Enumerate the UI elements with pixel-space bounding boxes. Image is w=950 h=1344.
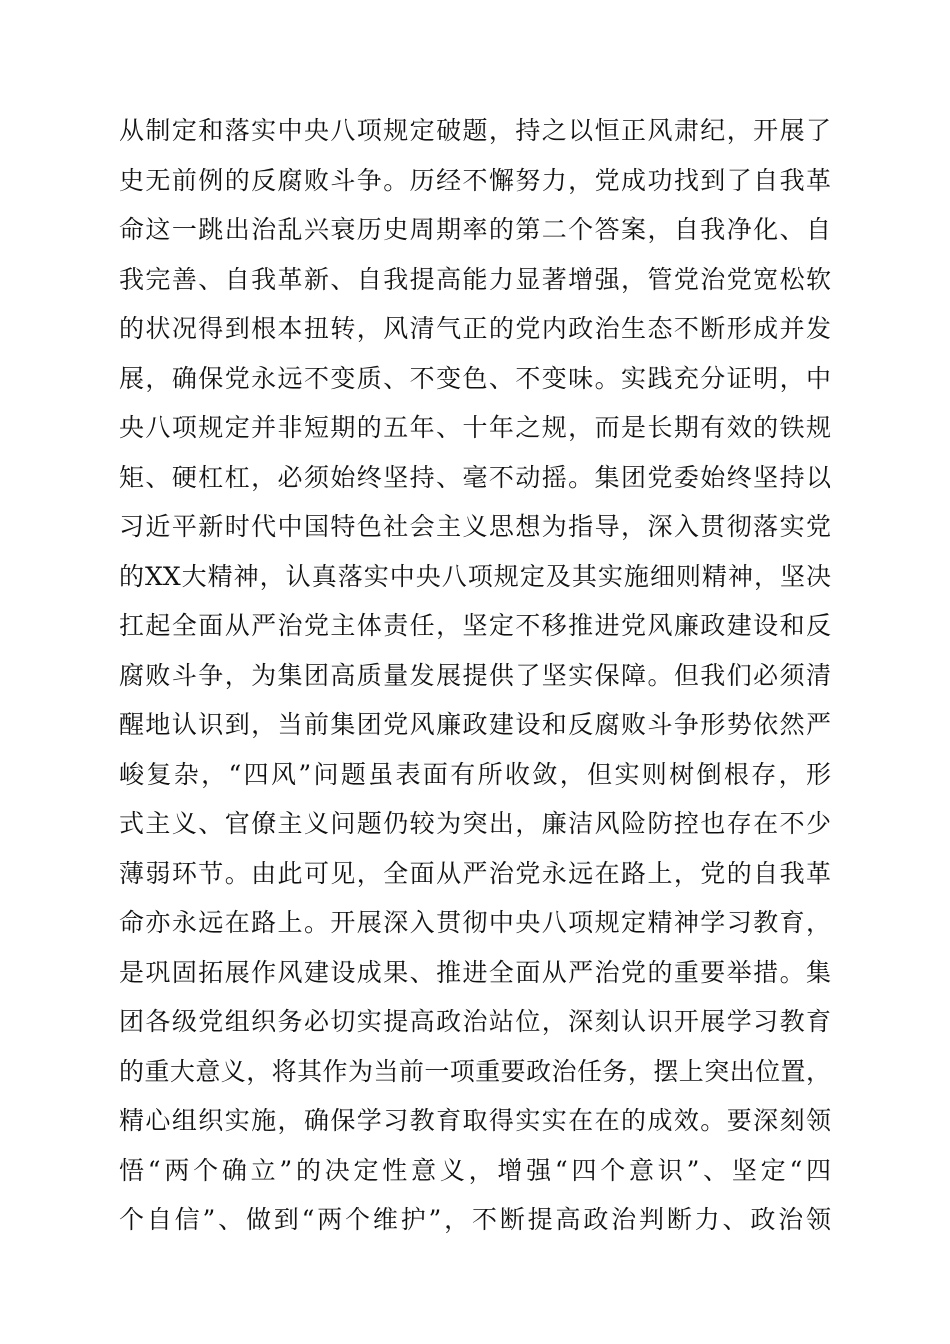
text-line: 的状况得到根本扭转，风清气正的党内政治生态不断形成并发	[119, 314, 831, 343]
text-line: 扛起全面从严治党主体责任，坚定不移推进党风廉政建设和反	[119, 611, 831, 640]
text-line: 腐败斗争，为集团高质量发展提供了坚实保障。但我们必须清	[119, 660, 831, 690]
text-line: 的XX大精神，认真落实中央八项规定及其实施细则精神，坚决	[119, 561, 831, 591]
text-line: 命这一跳出治乱兴衰历史周期率的第二个答案，自我净化、自	[119, 215, 831, 244]
text-line: 我完善、自我革新、自我提高能力显著增强，管党治党宽松软	[119, 264, 831, 294]
text-line: 团各级党组织务必切实提高政治站位，深刻认识开展学习教育	[119, 1007, 831, 1036]
text-line: 精心组织实施，确保学习教育取得实实在在的成效。要深刻领	[119, 1106, 831, 1135]
text-line: 命亦永远在路上。开展深入贯彻中央八项规定精神学习教育，	[119, 908, 831, 937]
text-line: 展，确保党永远不变质、不变色、不变味。实践充分证明，中	[119, 363, 831, 393]
text-line: 个自信”、做到“两个维护”，不断提高政治判断力、政治领	[119, 1205, 831, 1234]
text-line: 薄弱环节。由此可见，全面从严治党永远在路上，党的自我革	[119, 858, 831, 888]
text-line: 的重大意义，将其作为当前一项重要政治任务，摆上突出位置，	[119, 1056, 831, 1086]
text-line: 矩、硬杠杠，必须始终坚持、毫不动摇。集团党委始终坚持以	[119, 462, 831, 492]
text-line: 醒地认识到，当前集团党风廉政建设和反腐败斗争形势依然严	[119, 710, 831, 739]
text-line: 从制定和落实中央八项规定破题，持之以恒正风肃纪，开展了	[119, 116, 831, 145]
text-line: 史无前例的反腐败斗争。历经不懈努力，党成功找到了自我革	[119, 165, 831, 195]
text-line: 悟“两个确立”的决定性意义，增强“四个意识”、坚定“四	[119, 1155, 831, 1185]
text-line: 是巩固拓展作风建设成果、推进全面从严治党的重要举措。集	[119, 957, 831, 987]
body-paragraph	[119, 106, 831, 1245]
text-line: 央八项规定并非短期的五年、十年之规，而是长期有效的铁规	[119, 413, 831, 442]
text-line: 习近平新时代中国特色社会主义思想为指导，深入贯彻落实党	[119, 512, 831, 541]
text-line: 峻复杂，“四风”问题虽表面有所收敛，但实则树倒根存，形	[119, 759, 831, 789]
text-line: 式主义、官僚主义问题仍较为突出，廉洁风险防控也存在不少	[119, 809, 831, 838]
